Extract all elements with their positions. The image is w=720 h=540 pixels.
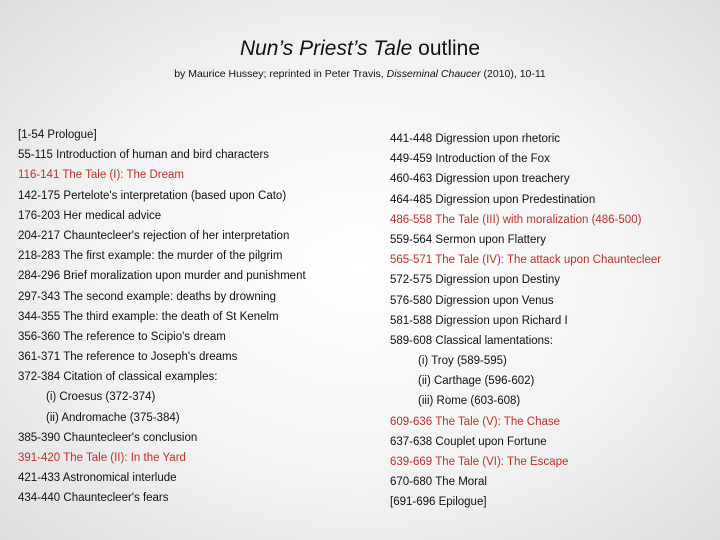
outline-item: 460-463 Digression upon treachery	[390, 173, 570, 186]
outline-item: 385-390 Chauntecleer's conclusion	[18, 431, 198, 444]
subtitle-after: (2010), 10-11	[480, 68, 546, 80]
outline-item: [691-696 Epilogue]	[390, 496, 487, 509]
page-title	[0, 36, 720, 62]
outline-item: 421-433 Astronomical interlude	[18, 472, 177, 485]
outline-item: 486-558 The Tale (III) with moralization (486-500)	[390, 213, 642, 226]
outline-item: 434-440 Chauntecleer's fears	[18, 492, 169, 505]
outline-right-column	[390, 129, 715, 513]
outline-item: 218-283 The first example: the murder of the pilgrim	[18, 250, 283, 263]
subtitle-italic: Disseminal Chaucer	[386, 68, 481, 80]
outline-item: 581-588 Digression upon Richard I	[390, 314, 568, 327]
outline-item: 589-608 Classical lamentations:	[390, 334, 554, 347]
outline-item: 639-669 The Tale (VI): The Escape	[390, 456, 569, 468]
outline-item: (i) Croesus (372-374)	[46, 391, 156, 404]
outline-item: 204-217 Chauntecleer's rejection of her interpretation	[18, 229, 290, 242]
outline-item: 609-636 The Tale (V): The Chase	[390, 415, 561, 428]
outline-item: 116-141 The Tale (I): The Dream	[18, 169, 184, 182]
outline-item: 297-343 The second example: deaths by drowning	[18, 290, 277, 303]
outline-item: (iii) Rome (603-608)	[418, 395, 521, 408]
outline-item: 637-638 Couplet upon Fortune	[390, 435, 547, 448]
outline-item: 372-384 Citation of classical examples:	[18, 371, 218, 384]
outline-item: 670-680 The Moral	[390, 476, 487, 489]
title-italic: Nun’s Priest’s Tale	[239, 37, 413, 60]
outline-item: 176-203 Her medical advice	[18, 209, 162, 222]
outline-item: 576-580 Digression upon Venus	[390, 294, 554, 307]
outline-item: 356-360 The reference to Scipio's dream	[18, 330, 226, 343]
outline-item: 559-564 Sermon upon Flattery	[390, 233, 546, 246]
page-subtitle	[0, 67, 720, 81]
outline-item: 55-115 Introduction of human and bird characters	[18, 149, 270, 162]
outline-item: [1-54 Prologue]	[18, 129, 97, 141]
outline-left-column	[18, 125, 363, 509]
outline-item: 572-575 Digression upon Destiny	[390, 274, 561, 287]
subtitle-before: by Maurice Hussey; reprinted in Peter Travis,	[174, 68, 387, 80]
outline-item: 441-448 Digression upon rhetoric	[390, 133, 561, 145]
outline-item: 565-571 The Tale (IV): The attack upon Chauntecleer	[390, 254, 662, 267]
outline-item: (ii) Andromache (375-384)	[46, 411, 180, 424]
outline-item: 284-296 Brief moralization upon murder and punishment	[18, 270, 306, 283]
outline-item: (i) Troy (589-595)	[418, 355, 507, 368]
outline-item: (ii) Carthage (596-602)	[418, 375, 535, 388]
outline-item: 142-175 Pertelote's interpretation (based upon Cato)	[18, 189, 287, 202]
outline-item: 361-371 The reference to Joseph's dreams	[18, 351, 238, 364]
outline-item: 344-355 The third example: the death of St Kenelm	[18, 310, 279, 323]
outline-item: 391-420 The Tale (II): In the Yard	[18, 452, 186, 464]
title-rest: outline	[412, 37, 481, 60]
outline-item: 464-485 Digression upon Predestination	[390, 193, 596, 206]
outline-item: 449-459 Introduction of the Fox	[390, 153, 550, 166]
